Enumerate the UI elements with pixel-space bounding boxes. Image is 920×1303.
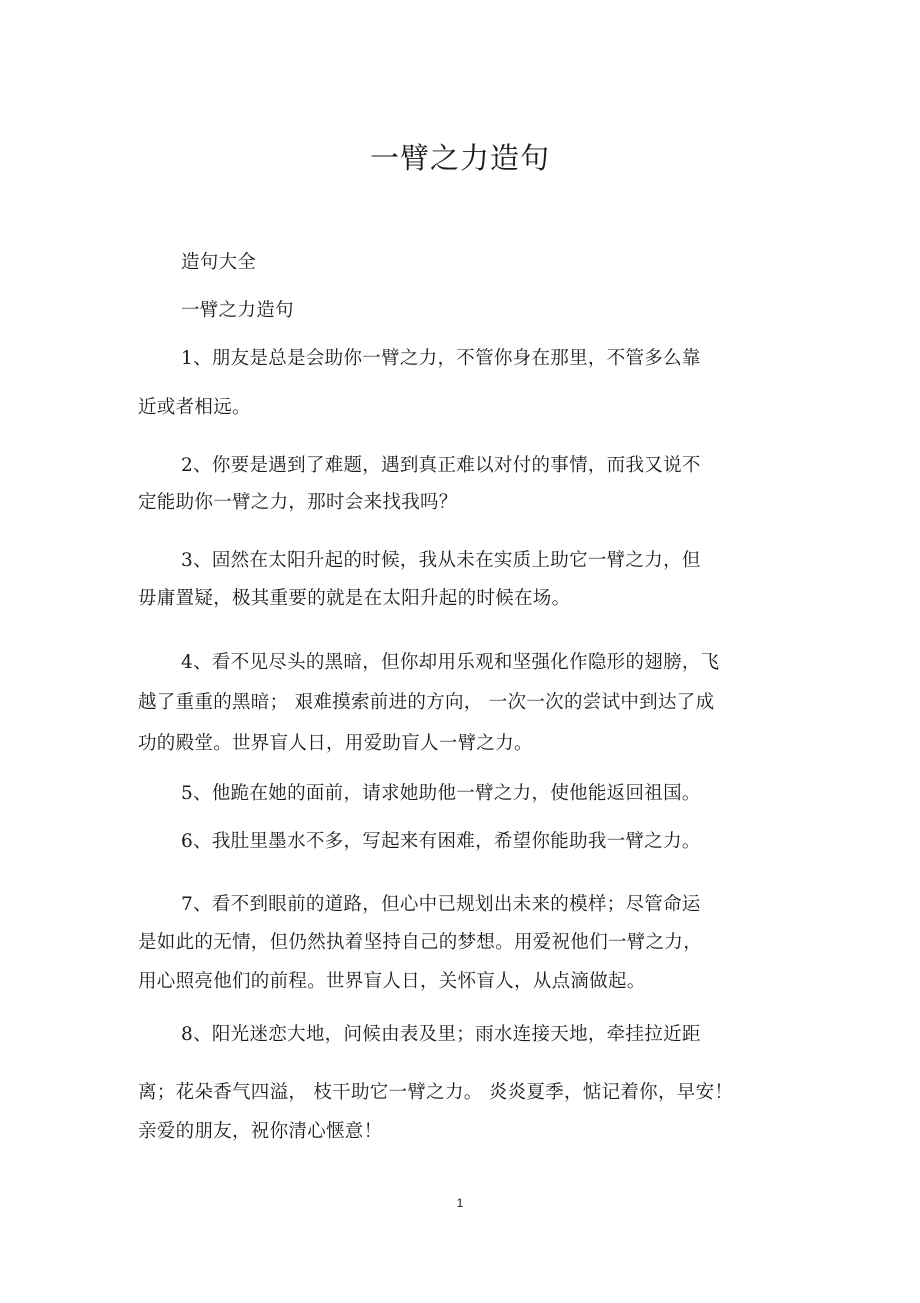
sentence-2-line-1: 2、你要是遇到了难题，遇到真正难以对付的事情，而我又说不 (181, 455, 701, 476)
sentence-5: 5、他跪在她的面前，请求她助他一臂之力，使他能返回祖国。 (181, 783, 701, 804)
sentence-6: 6、我肚里墨水不多，写起来有困难，希望你能助我一臂之力。 (181, 831, 701, 852)
sentence-7-line-3: 用心照亮他们的前程。世界盲人日，关怀盲人，从点滴做起。 (138, 971, 646, 992)
sentence-2-line-2: 定能助你一臂之力，那时会来找我吗？ (138, 492, 458, 513)
page-title: 一臂之力造句 (369, 141, 550, 175)
sentence-4-line-1: 4、看不见尽头的黑暗，但你却用乐观和坚强化作隐形的翅膀，飞 (181, 652, 720, 673)
section-subject: 一臂之力造句 (181, 300, 294, 321)
sentence-7-line-1: 7、看不到眼前的道路，但心中已规划出未来的模样；尽管命运 (181, 894, 701, 915)
sentence-4-line-3: 功的殿堂。世界盲人日，用爱助盲人一臂之力。 (138, 733, 533, 754)
page-number: 1 (456, 1196, 464, 1210)
section-category: 造句大全 (181, 252, 257, 273)
sentence-7-line-2: 是如此的无情，但仍然执着坚持自己的梦想。用爱祝他们一臂之力， (138, 932, 703, 953)
sentence-3-line-1: 3、固然在太阳升起的时候，我从未在实质上助它一臂之力，但 (181, 550, 701, 571)
sentence-8-line-3: 亲爱的朋友，祝你清心惬意！ (138, 1121, 383, 1142)
sentence-1-line-1: 1、朋友是总是会助你一臂之力，不管你身在那里，不管多么靠 (181, 348, 701, 369)
sentence-8-line-1: 8、阳光迷恋大地，问候由表及里；雨水连接天地，牵挂拉近距 (181, 1024, 701, 1045)
sentence-4-line-2: 越了重重的黑暗； 艰难摸索前进的方向， 一次一次的尝试中到达了成 (138, 692, 715, 713)
sentence-3-line-2: 毋庸置疑，极其重要的就是在太阳升起的时候在场。 (138, 588, 571, 609)
sentence-1-line-2: 近或者相远。 (138, 397, 251, 418)
sentence-8-line-2: 离；花朵香气四溢， 枝干助它一臂之力。 炎炎夏季，惦记着你，早安！ (138, 1082, 734, 1103)
